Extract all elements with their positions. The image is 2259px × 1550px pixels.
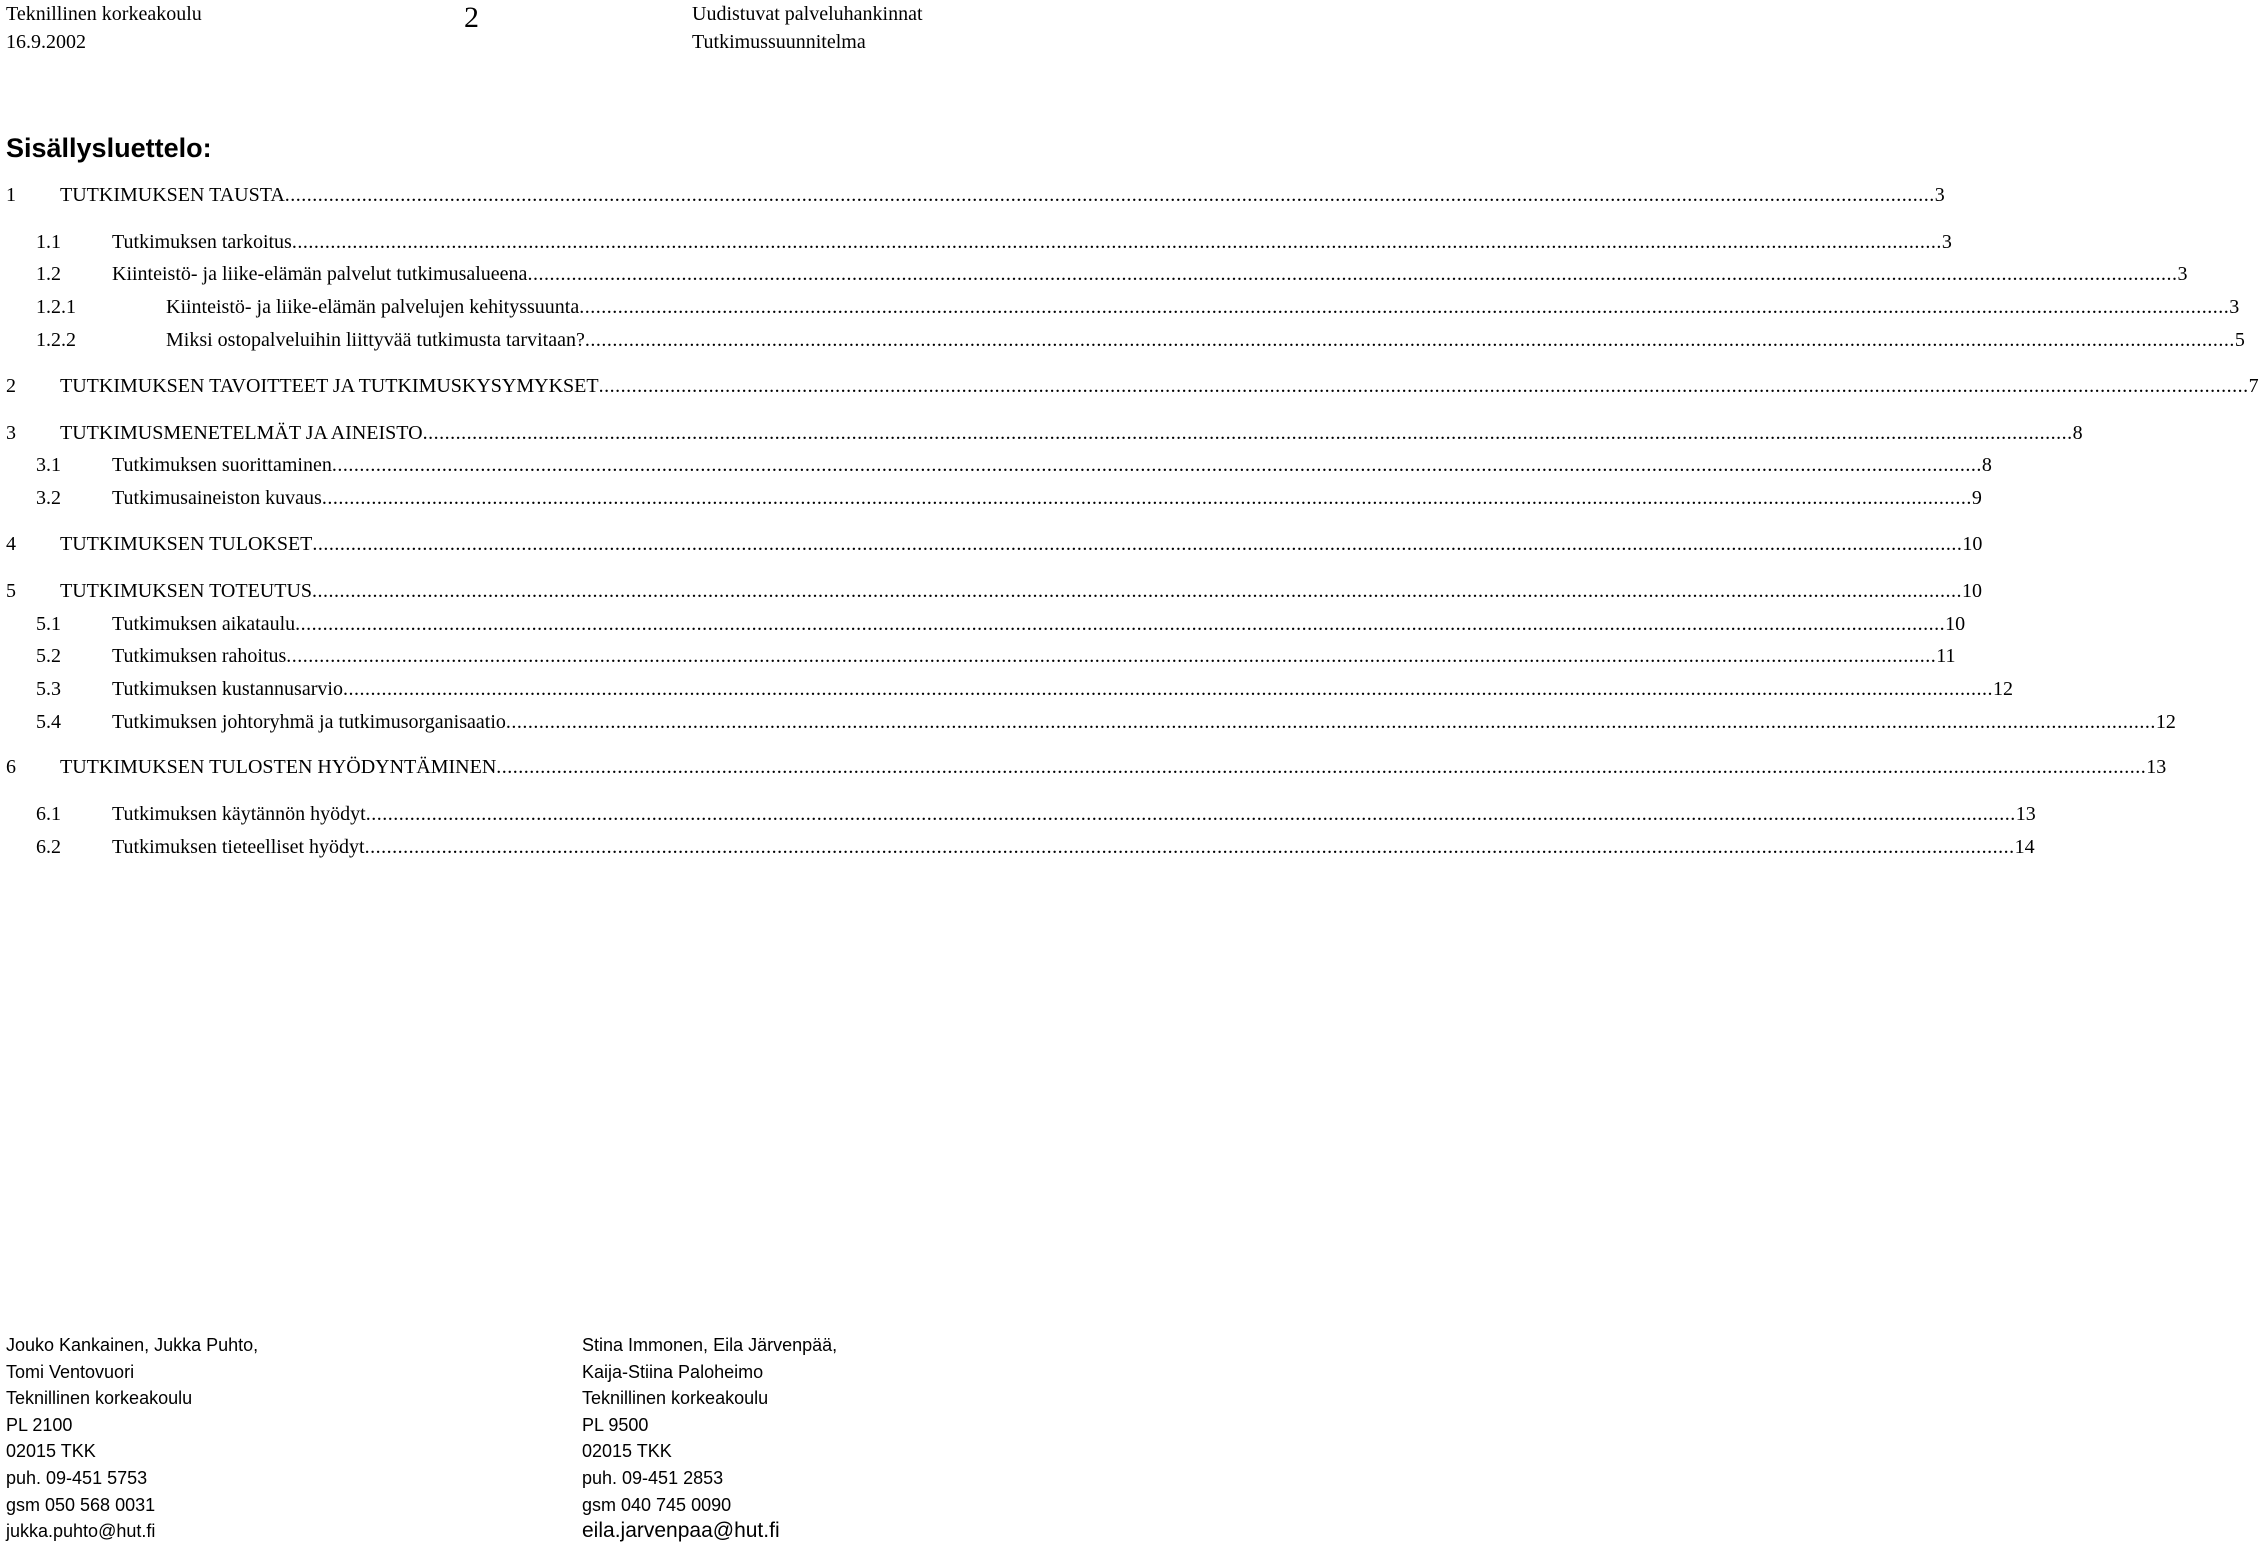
toc-entry-title: Tutkimuksen johtoryhmä ja tutkimusorganisaatio [112,711,506,733]
toc-entry-page: 10 [1945,613,1966,635]
toc-entry-page: 7 [2248,375,2259,397]
toc-entry-page: 8 [1981,454,1992,476]
toc-entry-leader: ............................................................................................................................................................................................................................................................................................................ [331,454,1982,476]
toc-entry-number: 1.2 [36,263,61,285]
toc-entry-leader: ............................................................................................................................................................................................................................................................................................................ [505,711,2156,733]
contact-line: puh. 09-451 5753 [6,1467,148,1488]
toc-entry-page: 3 [2177,263,2188,285]
toc-entry [6,181,1945,209]
toc-entry-number: 3.2 [36,487,61,509]
toc-entry-title: Tutkimuksen rahoitus [112,645,287,667]
toc-entry-leader: ............................................................................................................................................................................................................................................................................................................ [321,487,1972,509]
toc-entry [6,753,2167,781]
header-document-title: Uudistuvat palveluhankinnat [692,3,923,25]
toc-entry [6,530,1983,558]
toc-entry-leader: ............................................................................................................................................................................................................................................................................................................ [364,836,2015,858]
contact-line: 02015 TKK [582,1441,672,1462]
contact-line: Tomi Ventovuori [6,1361,135,1382]
contact-email: eila.jarvenpaa@hut.fi [582,1519,780,1543]
toc-entry-page: 14 [2014,836,2035,858]
toc-entry-title: Tutkimuksen tarkoitus [112,231,292,253]
toc-entry-number: 3 [6,422,16,444]
toc-entry-leader: ............................................................................................................................................................................................................................................................................................................ [579,296,2230,318]
toc-entry [6,372,2259,400]
toc-entry-number: 6.2 [36,836,61,858]
toc-entry-number: 6.1 [36,803,61,825]
contact-line: puh. 09-451 2853 [582,1467,724,1488]
contact-block-left [6,1332,258,1545]
toc-entry-page: 5 [2234,329,2245,351]
toc-entry [36,228,1952,256]
toc-entry [36,484,1982,512]
toc-entry-number: 1 [6,184,16,206]
toc-entry-page: 3 [1934,184,1945,206]
toc-entry-number: 1.2.1 [36,296,76,318]
contact-line: 02015 TKK [6,1441,96,1462]
toc-entry-page: 8 [2072,422,2083,444]
toc-entry-leader: ............................................................................................................................................................................................................................................................................................................ [598,375,2249,397]
toc-entry-title: Tutkimuksen käytännön hyödyt [112,803,366,825]
toc-entry-title: TUTKIMUKSEN TAVOITTEET JA TUTKIMUSKYSYMYKSET [60,375,599,397]
contact-line: Jouko Kankainen, Jukka Puhto, [6,1335,259,1355]
toc-entry [36,451,1992,479]
toc-entry-number: 2 [6,375,16,397]
toc-entry-page: 12 [2155,711,2176,733]
toc-entry [36,260,2188,288]
toc-entry-number: 1.2.2 [36,329,76,351]
toc-entry-page: 3 [2229,296,2240,318]
toc-entry [6,419,2083,447]
toc-entry [36,675,2013,703]
toc-entry-title: TUTKIMUKSEN TULOSTEN HYÖDYNTÄMINEN [60,756,497,778]
toc-entry-title: Tutkimuksen suorittaminen [112,454,332,476]
toc-entry-page: 12 [1992,678,2013,700]
toc-entry-title: Tutkimuksen aikataulu [112,613,296,635]
toc-entry-number: 5.3 [36,678,61,700]
toc-entry-title: Kiinteistö- ja liike-elämän palvelut tutkimusalueena [112,263,528,285]
toc-entry-page: 9 [1971,487,1982,509]
toc-entry-page: 10 [1962,580,1983,602]
toc-entry-number: 5.4 [36,711,61,733]
toc-entry-number: 5.1 [36,613,61,635]
contact-line: PL 9500 [582,1414,649,1435]
toc-entry [36,800,2036,828]
toc-entry-number: 3.1 [36,454,61,476]
toc-entry-title: TUTKIMUKSEN TOTEUTUS [60,580,313,602]
toc-entry-leader: ............................................................................................................................................................................................................................................................................................................ [527,263,2178,285]
toc-entry-leader: ............................................................................................................................................................................................................................................................................................................ [584,329,2235,351]
contact-line: PL 2100 [6,1414,73,1435]
toc-entry-number: 6 [6,756,16,778]
page-number: 2 [464,1,479,34]
toc-entry [36,708,2176,736]
toc-entry-leader: ............................................................................................................................................................................................................................................................................................................ [295,613,1946,635]
toc-entry-number: 5.2 [36,645,61,667]
contact-email: jukka.puhto@hut.fi [6,1521,156,1542]
toc-entry-leader: ............................................................................................................................................................................................................................................................................................................ [286,645,1937,667]
toc-entry-page: 10 [1962,533,1983,555]
toc-entry-leader: ............................................................................................................................................................................................................................................................................................................ [365,803,2016,825]
toc-entry [36,293,2240,321]
toc-entry-leader: ............................................................................................................................................................................................................................................................................................................ [312,580,1963,602]
toc-entry-title: TUTKIMUKSEN TULOKSET [60,533,313,555]
toc-entry-leader: ............................................................................................................................................................................................................................................................................................................ [496,756,2147,778]
toc-entry-title: Tutkimusaineiston kuvaus [112,487,322,509]
toc-entry-leader: ............................................................................................................................................................................................................................................................................................................ [291,231,1942,253]
toc-title: Sisällysluettelo: [6,133,212,163]
toc-entry-page: 3 [1941,231,1952,253]
toc-entry-title: Tutkimuksen kustannusarvio [112,678,343,700]
toc-entry-number: 5 [6,580,16,602]
header-date: 16.9.2002 [6,31,86,53]
toc-entry-leader: ............................................................................................................................................................................................................................................................................................................ [284,184,1935,206]
toc-entry [6,577,1983,605]
contact-line: gsm 040 745 0090 [582,1494,732,1515]
toc-entry-title: Miksi ostopalveluihin liittyvää tutkimusta tarvitaan? [166,329,585,351]
toc-entry-number: 4 [6,533,16,555]
contact-block-right [582,1332,837,1545]
contact-line: gsm 050 568 0031 [6,1494,156,1515]
header-institution: Teknillinen korkeakoulu [6,3,202,25]
toc-entry [36,833,2035,861]
contact-line: Teknillinen korkeakoulu [6,1388,193,1409]
toc-entry-page: 11 [1936,645,1956,667]
toc-entry-title: Kiinteistö- ja liike-elämän palvelujen kehityssuunta [166,296,580,318]
toc-entry-title: TUTKIMUKSEN TAUSTA [60,184,285,206]
toc-entry-leader: ............................................................................................................................................................................................................................................................................................................ [312,533,1963,555]
toc-entry-page: 13 [2146,756,2167,778]
contact-line: Stina Immonen, Eila Järvenpää, [582,1335,838,1355]
header-document-subtitle: Tutkimussuunnitelma [692,31,866,53]
toc-entry [36,642,1956,670]
toc-entry-leader: ............................................................................................................................................................................................................................................................................................................ [422,422,2073,444]
toc-entry-page: 13 [2015,803,2036,825]
contact-line: Teknillinen korkeakoulu [582,1388,769,1409]
toc-entry-title: Tutkimuksen tieteelliset hyödyt [112,836,365,858]
toc-entry [36,610,1966,638]
contact-line: Kaija-Stiina Paloheimo [582,1361,764,1382]
toc-entry-number: 1.1 [36,231,61,253]
toc-entry-leader: ............................................................................................................................................................................................................................................................................................................ [342,678,1993,700]
toc-entry [36,326,2245,354]
toc-entry-title: TUTKIMUSMENETELMÄT JA AINEISTO [60,422,423,444]
